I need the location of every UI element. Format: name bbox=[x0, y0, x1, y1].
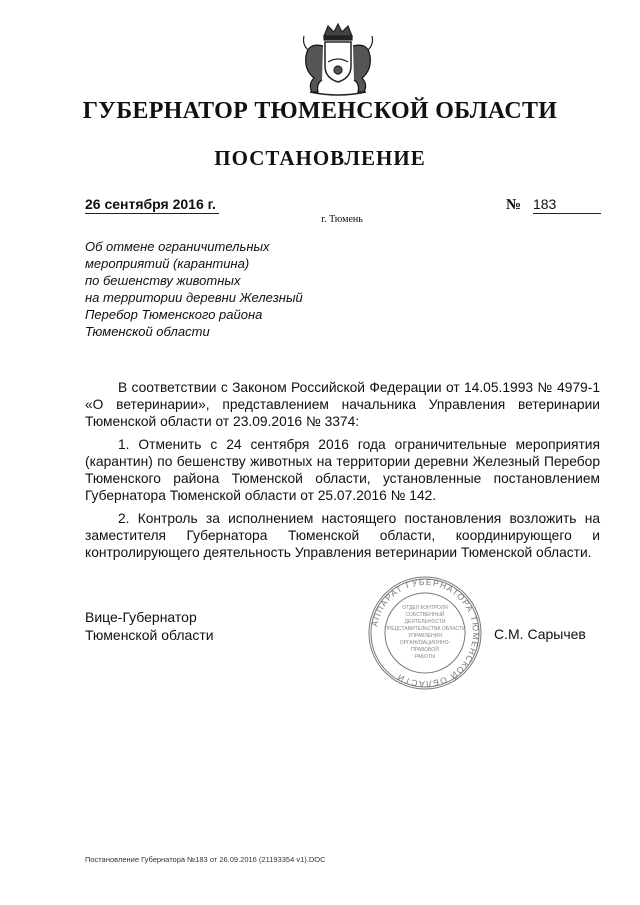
document-date: 26 сентября 2016 г. bbox=[85, 196, 219, 214]
position-line: Вице-Губернатор bbox=[85, 609, 197, 625]
document-number bbox=[506, 196, 601, 214]
position-line: Тюменской области bbox=[85, 627, 214, 643]
subject-line: по бешенству животных bbox=[85, 273, 241, 288]
stamp-line: СОБСТВЕННЫЙ bbox=[405, 612, 445, 618]
signer-name: С.М. Сарычев bbox=[494, 626, 586, 642]
stamp-ring-text: АППАРАТ ГУБЕРНАТОРА ТЮМЕНСКОЙ ОБЛАСТИ bbox=[369, 576, 482, 690]
clause-1-paragraph: 1. Отменить с 24 сентября 2016 года ограничительные мероприятия (карантин) по бешенству животных на территории деревни Железный Перебор Тюменского района Тюменской области, установленные постановлением Губернатора Тюменской области от 25.07.2016 № 142. bbox=[85, 437, 600, 503]
preamble-paragraph: В соответствии с Законом Российской Федерации от 14.05.1993 № 4979-1 «О ветеринарии», представлением начальника Управления ветеринарии Тюменской области от 23.09.2016 № 3374: bbox=[85, 380, 600, 429]
footer-filename: Постановление Губернатора №183 от 26.09.2016 (21193354 v1).DOC bbox=[85, 855, 326, 864]
stamp-line: ПРЕДСТАВИТЕЛЬСТВА ОБЛАСТИ bbox=[384, 626, 466, 632]
city: г. Тюмень bbox=[321, 214, 363, 225]
stamp-line: ДЕЯТЕЛЬНОСТИ bbox=[404, 619, 446, 625]
subject-line: Тюменской области bbox=[85, 324, 210, 339]
stamp-line: ОРГАНИЗАЦИОННО- bbox=[399, 640, 451, 646]
document-type-title: ПОСТАНОВЛЕНИЕ bbox=[214, 146, 426, 170]
stamp-line: ОТДЕЛ КОНТРОЛЯ bbox=[402, 605, 448, 611]
official-stamp bbox=[366, 574, 484, 692]
stamp-line: РАБОТЫ bbox=[414, 654, 436, 660]
signatory-position bbox=[85, 608, 214, 644]
stamp-line: УПРАВЛЕНИЯ bbox=[408, 633, 442, 639]
coat-of-arms-emblem bbox=[294, 22, 382, 98]
subject-line: Перебор Тюменского района bbox=[85, 307, 263, 322]
subject-line: на территории деревни Железный bbox=[85, 290, 303, 305]
subject-line: мероприятий (карантина) bbox=[85, 256, 250, 271]
subject-line: Об отмене ограничительных bbox=[85, 239, 270, 254]
number-value: 183 bbox=[533, 196, 601, 214]
stamp-line: ПРАВОВОЙ bbox=[411, 647, 439, 653]
authority-title: ГУБЕРНАТОР ТЮМЕНСКОЙ ОБЛАСТИ bbox=[82, 98, 558, 124]
clause-2-paragraph: 2. Контроль за исполнением настоящего постановления возложить на заместителя Губернатора Тюменской области, координирующего и контролирующего деятельность Управления ветеринарии Тюменской области. bbox=[85, 511, 600, 560]
document-subject bbox=[85, 238, 385, 340]
number-sign: № bbox=[506, 197, 522, 213]
